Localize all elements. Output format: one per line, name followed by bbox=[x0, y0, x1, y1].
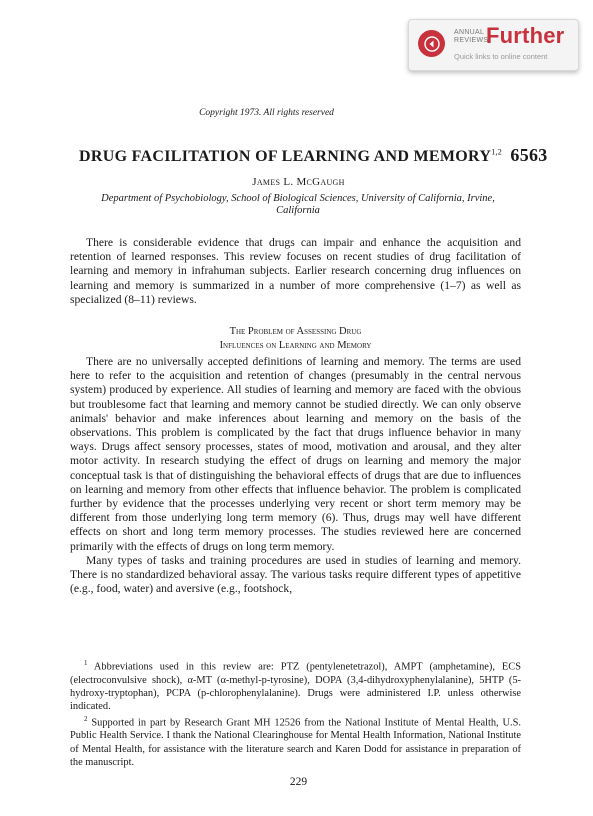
author-name: James L. McGaugh bbox=[252, 176, 345, 188]
footnote-1: $^1$ Abbreviations used in this review are: PTZ (pentylenetetrazol), AMPT (amphetamine), ECS (electroconvulsive shock), α-MT (α-methyl-p-tyrosine), DOPA (3,4-dihydroxyphenylalanine), 5HTP (5-hydroxy-tryptophan), PCPA (p-chlorophenylalanine). Drugs were administered I.P. unless otherwise indicated. bbox=[70, 659, 521, 712]
further-word: Further bbox=[486, 23, 565, 48]
author-affiliation: Department of Psychobiology, School of Biological Sciences, University of California, Irvine, California bbox=[101, 193, 495, 216]
article-title bbox=[79, 145, 548, 166]
section-body bbox=[70, 355, 521, 596]
copyright-line: Copyright 1973. All rights reserved bbox=[199, 108, 334, 118]
section-heading-line-1: The Problem of Assessing Drug bbox=[229, 326, 362, 337]
play-arrow-icon[interactable] bbox=[418, 30, 445, 57]
title-text: DRUG FACILITATION OF LEARNING AND MEMORY bbox=[79, 148, 492, 165]
section-heading bbox=[0, 325, 592, 353]
footnote-2: $^2$ Supported in part by Research Grant MH 12526 from the National Institute of Mental Health, U.S. Public Health Service. I thank the National Clearinghouse for Mental Health Information, National Institute of Mental Health, for assistance with the literature search and Karen Dodd for assistance in preparation of the manuscript. bbox=[70, 714, 521, 768]
section-heading-line-2: Influences on Learning and Memory bbox=[219, 340, 372, 351]
article-number: 6563 bbox=[510, 145, 548, 165]
body-paragraph: There are no universally accepted definitions of learning and memory. The terms are used here to refer to the acquisition and retention of changes (presumably in the central nervous system) produced by experience. All studies of learning and memory are faced with the obvious but troublesome fact that learning and memory cannot be studied directly. We can only observe animals' behavior and make inferences about learning and memory on the basis of the observations. This problem is complicated by the fact that drugs influence behavior in many ways. Drugs affect sensory processes, states of mood, motivation and arousal, and they alter motor activity. In research studying the effect of drugs on learning and memory the major conceptual task is that of distinguishing the behavioral effects of drugs that are due to influences on learning and memory from other effects that influence behavior. The problem is complicated further by evidence that the processes underlying very recent or short term memory may be different from those underlying long term memory (6). Thus, drugs may well have different effects on short and long term memory processes. The studies reviewed here are concerned primarily with the effects of drugs on long term memory. bbox=[70, 355, 521, 553]
title-footnote-marks: 1,2 bbox=[491, 147, 503, 157]
further-tagline: Quick links to online content bbox=[454, 52, 548, 61]
intro-block bbox=[70, 236, 521, 307]
body-paragraph: Many types of tasks and training procedures are used in studies of learning and memory. There is no standardized behavioral assay. The various tasks require different types of appetitive (e.g., food, water) and aversive (e.g., footshock, bbox=[70, 553, 521, 596]
further-badge[interactable] bbox=[408, 19, 579, 71]
annual-reviews-logo: ANNUAL REVIEWS bbox=[454, 29, 489, 44]
page-number: 229 bbox=[289, 776, 308, 788]
footnotes bbox=[70, 657, 521, 769]
intro-paragraph: There is considerable evidence that drugs can impair and enhance the acquisition and retention of learned responses. This review focuses on recent studies of drug facilitation of learning and memory in infrahuman subjects. Earlier research concerning drug influences on learning and memory is summarized in a number of more comprehensive (1–7) as well as specialized (8–11) reviews. bbox=[70, 236, 521, 306]
